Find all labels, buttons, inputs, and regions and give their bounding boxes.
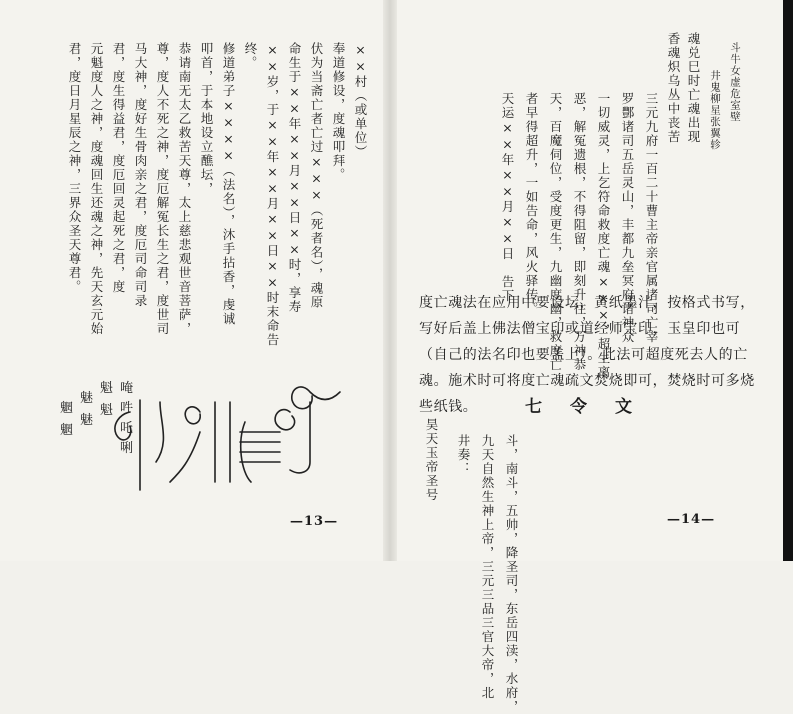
talisman-glyph: 吒	[120, 421, 134, 436]
text-column: 奉道修设，度魂叩拜。	[331, 42, 346, 182]
text-column: 一切威灵，上乞符命救度亡魂×××，超生离	[596, 92, 611, 380]
book-gutter	[383, 0, 397, 561]
left-page	[0, 0, 383, 561]
talisman-svg	[40, 372, 370, 502]
text-column: 恶，解冤遗根，不得阻留，即刻升往，万神恭	[572, 92, 587, 372]
text-column: 天运××年××月××日 告下	[500, 92, 515, 303]
text-column: 恭请南无太乙救苦天尊，太上慈悲观世音菩萨，	[177, 42, 192, 336]
page-number: —13—	[290, 514, 339, 529]
talisman-glyph: 魅	[80, 413, 94, 428]
right-page	[397, 0, 783, 714]
page-edge	[783, 0, 793, 561]
body-paragraph: 度亡魂法在应用中要设坛，黄纸墨汁，按格式书写，写好后盖上佛法僧宝印或道经师宝印，玉皇印也可（自己的法名印也要盖上）。此法可超度死去人的亡魂。施术时可将度亡魂疏文焚烧即可，焚烧时可多烧些纸钱。	[419, 295, 755, 415]
text-column: 尊，度人不死之神，度厄解冤长生之君，度世司	[155, 42, 170, 336]
talisman-glyph: 魍	[60, 401, 74, 416]
text-column: 君，度生得益君，度厄回灵起死之君，度	[111, 42, 126, 294]
text-column: 斗，南斗，五帅，降圣司，东岳四渎，水府，	[504, 434, 519, 714]
text-column: 叩首，于本地设立醮坛，	[199, 42, 214, 196]
text-column: 三元九府一百二十曹主帝亲官属诸司亡宰	[644, 92, 659, 344]
text-column: 罗酆诸司五岳灵山，丰都九垒冥府诸神众	[620, 92, 635, 344]
text-column: 终。	[243, 42, 258, 70]
text-column: 伏为当斋亡者亡过×××（死者名），魂原	[309, 42, 324, 310]
text-column: 香魂炽乌丛中丧苦	[666, 32, 681, 144]
text-column: 昊天玉帝圣号	[424, 418, 439, 502]
section-title: 七令文	[525, 397, 660, 417]
text-column: 九天自然生神上帝，三元三品三官大帝，北	[480, 434, 495, 700]
text-column: 者早得超升，一如告命，风火驿传。	[524, 92, 539, 316]
page-number: —14—	[667, 512, 716, 527]
text-column: 马大神，度好生骨肉亲之君，度厄司命司录	[133, 42, 148, 308]
text-column: ××岁，于××年××月××日××时末命告	[265, 42, 280, 347]
text-column-small: 井鬼柳星张翼轸	[709, 70, 721, 151]
talisman-drawing	[40, 372, 370, 502]
text-column: 井奏：	[456, 434, 471, 476]
text-column: 魂兑巳时亡魂出现	[686, 32, 701, 144]
talisman-glyph: 吽	[120, 401, 134, 416]
talisman-glyph: 唵	[120, 381, 134, 396]
talisman-glyph: 魁	[100, 381, 114, 396]
text-column: 修道弟子××××（法名），沐手拈香，虔诚	[221, 42, 236, 326]
text-column: 天，百魔伺位，受度更生，九幽度幽，救度亡	[548, 92, 563, 372]
text-column-small: 斗牛女虚危室壁	[729, 42, 741, 123]
talisman-glyph: 唎	[120, 441, 134, 456]
talisman-glyph: 魍	[60, 423, 74, 438]
text-column: 命生于××年××月××日××时，享寿	[287, 42, 302, 314]
text-column: 元魁度人之神，度魂回生还魂之神，先天玄元始	[89, 42, 104, 336]
talisman-glyph: 魁	[100, 403, 114, 418]
talisman-glyph: 魅	[80, 391, 94, 406]
text-column: ××村（或单位）	[353, 42, 368, 159]
text-column: 君，度日月星辰之神，三界众圣天尊君。	[67, 42, 82, 294]
